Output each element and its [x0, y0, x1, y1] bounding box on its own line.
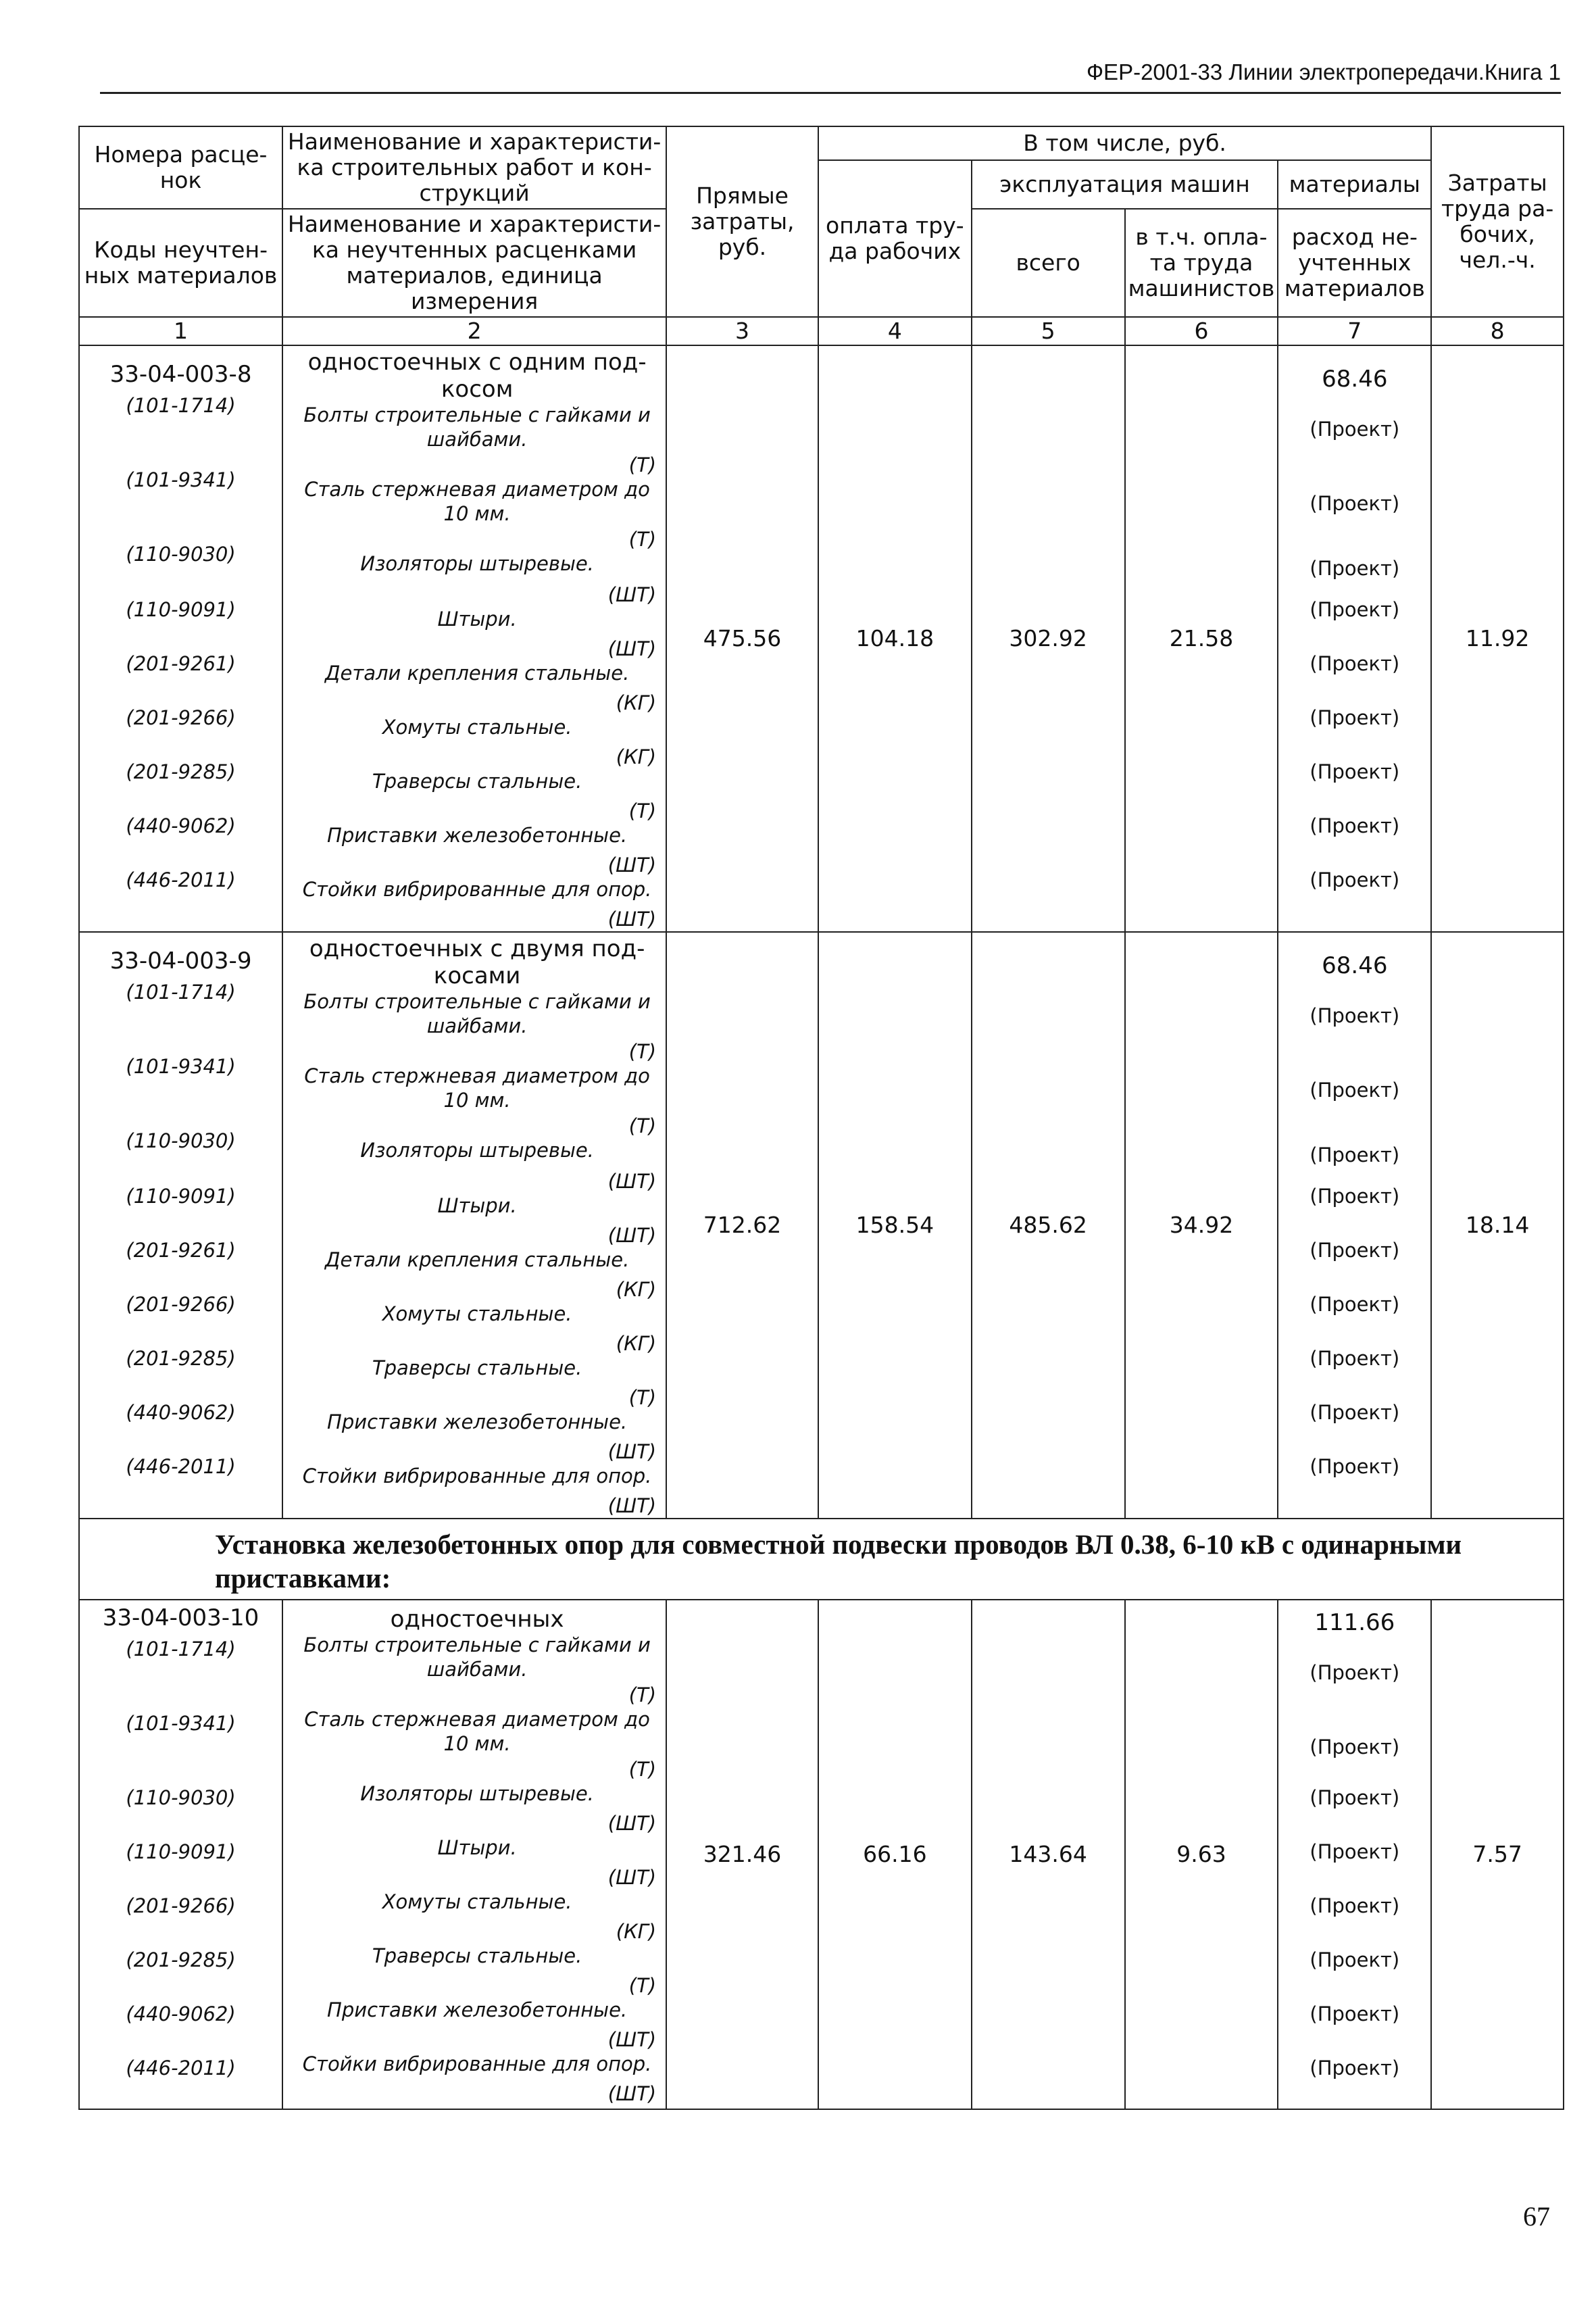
material-name: Детали крепления стальные.	[324, 662, 630, 685]
materials-group-header: материалы	[1278, 160, 1431, 209]
project-value: (Проект)	[1310, 760, 1400, 783]
material-unit: (Т)	[628, 1114, 657, 1137]
labor-hours-value: 11.92	[1431, 345, 1564, 932]
material-item	[283, 769, 666, 823]
col1-top-header: Номера расце-нок	[79, 126, 282, 209]
material-name: Штыри.	[437, 608, 517, 631]
machinists-pay-value: 21.58	[1125, 345, 1278, 932]
material-unit: (ШТ)	[607, 1494, 657, 1517]
material-code: (446-2011)	[126, 2057, 236, 2079]
material-item	[283, 1410, 666, 1464]
material-item	[283, 823, 666, 877]
material-unit: (Т)	[628, 453, 657, 476]
material-code: (110-9091)	[126, 598, 236, 621]
material-code: (440-9062)	[126, 2002, 236, 2025]
col1-bottom-header: Коды неучтен-ных материалов	[79, 209, 282, 317]
material-name: Траверсы стальные.	[372, 1944, 582, 1967]
material-code: (201-9261)	[126, 652, 236, 675]
document-header: ФЕР-2001-33 Линии электропередачи.Книга 1	[1086, 59, 1561, 84]
col4-header: оплата тру-да рабочих	[818, 160, 972, 317]
material-item	[283, 1464, 666, 1518]
material-code: (201-9285)	[126, 1948, 236, 1971]
material-unit: (КГ)	[616, 745, 657, 768]
material-unit: (ШТ)	[607, 1224, 657, 1247]
material-item	[283, 1633, 666, 1707]
material-item	[283, 403, 666, 477]
page-number: 67	[1523, 2201, 1550, 2232]
materials-value: 68.46	[1322, 366, 1388, 393]
materials-cell	[1278, 932, 1431, 1519]
project-value: (Проект)	[1310, 1347, 1400, 1370]
project-value: (Проект)	[1310, 1736, 1400, 1758]
material-name: Штыри.	[437, 1194, 517, 1217]
project-value: (Проект)	[1310, 1455, 1400, 1478]
col3-header: Прямые затраты, руб.	[666, 126, 818, 317]
material-name: Детали крепления стальные.	[324, 1248, 630, 1271]
project-value: (Проект)	[1310, 1079, 1400, 1102]
col-number: 2	[282, 317, 666, 345]
material-name: Приставки железобетонные.	[327, 1410, 628, 1433]
project-value: (Проект)	[1310, 418, 1400, 441]
material-name: Изоляторы штыревые.	[360, 1782, 594, 1805]
material-unit: (Т)	[628, 1040, 657, 1063]
material-item	[283, 551, 666, 607]
material-code: (201-9285)	[126, 760, 236, 783]
material-item	[283, 1138, 666, 1193]
material-unit: (Т)	[628, 1683, 657, 1706]
material-name: Изоляторы штыревые.	[360, 1139, 594, 1162]
header-rule	[100, 92, 1561, 94]
material-item	[283, 1193, 666, 1248]
including-group-header: В том числе, руб.	[818, 126, 1431, 160]
material-unit: (ШТ)	[607, 908, 657, 931]
project-value: (Проект)	[1310, 598, 1400, 621]
material-unit: (КГ)	[616, 1920, 657, 1943]
material-name: Траверсы стальные.	[372, 770, 582, 793]
material-unit: (ШТ)	[607, 2028, 657, 2051]
project-value: (Проект)	[1310, 814, 1400, 837]
rate-block-3	[79, 1600, 1564, 2109]
material-unit: (КГ)	[616, 691, 657, 714]
material-item	[283, 1781, 666, 1836]
project-value: (Проект)	[1310, 2057, 1400, 2079]
labor-hours-value: 18.14	[1431, 932, 1564, 1519]
materials-cell	[1278, 1600, 1431, 2109]
material-name: Хомуты стальные.	[382, 1302, 572, 1325]
col7-header: расход не-учтенных материалов	[1278, 209, 1431, 317]
material-unit: (ШТ)	[607, 1812, 657, 1835]
material-item	[283, 1064, 666, 1138]
material-code: (101-1714)	[126, 394, 236, 417]
rate-name: одностоечных с одним под-косом	[307, 349, 647, 403]
project-value: (Проект)	[1310, 1185, 1400, 1208]
direct-costs-value: 712.62	[666, 932, 818, 1519]
project-value: (Проект)	[1310, 1948, 1400, 1971]
material-item	[283, 715, 666, 769]
material-code: (446-2011)	[126, 868, 236, 891]
project-value: (Проект)	[1310, 868, 1400, 891]
material-name: Стойки вибрированные для опор.	[302, 2052, 652, 2075]
material-item	[283, 661, 666, 715]
material-unit: (ШТ)	[607, 1440, 657, 1463]
material-name: Сталь стержневая диаметром до 10 мм.	[304, 1708, 650, 1755]
material-code: (101-9341)	[126, 1055, 236, 1078]
section-title: Установка железобетонных опор для совместной подвески проводов ВЛ 0.38, 6-10 кВ с одинарными приставками:	[215, 1529, 1462, 1594]
material-code: (101-9341)	[126, 468, 236, 491]
direct-costs-value: 321.46	[666, 1600, 818, 2109]
material-code: (101-9341)	[126, 1712, 236, 1735]
code-cell	[79, 1600, 282, 2109]
rate-code: 33-04-003-8	[109, 361, 252, 388]
material-name: Приставки железобетонные.	[327, 1998, 628, 2021]
machinists-pay-value: 9.63	[1125, 1600, 1278, 2109]
project-value: (Проект)	[1310, 2002, 1400, 2025]
material-unit: (Т)	[628, 1386, 657, 1409]
material-item	[283, 607, 666, 661]
labor-hours-value: 7.57	[1431, 1600, 1564, 2109]
rate-code: 33-04-003-10	[102, 1604, 259, 1631]
material-name: Хомуты стальные.	[382, 716, 572, 739]
labor-pay-value: 104.18	[818, 345, 972, 932]
section-title-cell	[79, 1519, 1564, 1600]
material-name: Штыри.	[437, 1836, 517, 1859]
material-unit: (ШТ)	[607, 2082, 657, 2105]
rate-name: одностоечных	[390, 1606, 564, 1633]
material-code: (101-1714)	[126, 1638, 236, 1660]
labor-pay-value: 158.54	[818, 932, 972, 1519]
rate-block-1	[79, 345, 1564, 932]
project-value: (Проект)	[1310, 1894, 1400, 1917]
material-item	[283, 1944, 666, 1998]
materials-cell	[1278, 345, 1431, 932]
code-cell	[79, 932, 282, 1519]
project-value: (Проект)	[1310, 557, 1400, 580]
material-unit: (Т)	[628, 1974, 657, 1997]
name-cell	[282, 932, 666, 1519]
col-number: 4	[818, 317, 972, 345]
col2-top-header: Наименование и характеристи-ка строительных работ и кон-струкций	[282, 126, 666, 209]
col-number: 6	[1125, 317, 1278, 345]
material-unit: (ШТ)	[607, 583, 657, 606]
project-value: (Проект)	[1310, 1661, 1400, 1684]
material-code: (110-9091)	[126, 1185, 236, 1208]
material-unit: (Т)	[628, 1758, 657, 1781]
rate-block-2	[79, 932, 1564, 1519]
material-item	[283, 1707, 666, 1781]
material-unit: (ШТ)	[607, 1866, 657, 1889]
material-unit: (ШТ)	[607, 1170, 657, 1193]
material-code: (201-9285)	[126, 1347, 236, 1370]
material-name: Стойки вибрированные для опор.	[302, 878, 652, 901]
material-item	[283, 1248, 666, 1302]
project-value: (Проект)	[1310, 1293, 1400, 1316]
project-value: (Проект)	[1310, 1840, 1400, 1863]
material-item	[283, 1890, 666, 1944]
project-value: (Проект)	[1310, 1004, 1400, 1027]
material-item	[283, 477, 666, 551]
material-unit: (КГ)	[616, 1278, 657, 1301]
col-number: 7	[1278, 317, 1431, 345]
material-code: (110-9030)	[126, 1786, 236, 1809]
material-name: Траверсы стальные.	[372, 1356, 582, 1379]
material-code: (201-9261)	[126, 1239, 236, 1262]
material-unit: (Т)	[628, 528, 657, 551]
material-name: Хомуты стальные.	[382, 1890, 572, 1913]
material-unit: (ШТ)	[607, 637, 657, 660]
rate-name: одностоечных с двумя под-косами	[309, 935, 645, 989]
material-code: (201-9266)	[126, 706, 236, 729]
project-value: (Проект)	[1310, 1143, 1400, 1166]
machines-group-header: эксплуатация машин	[972, 160, 1278, 209]
col-number: 8	[1431, 317, 1564, 345]
material-item	[283, 2052, 666, 2106]
material-code: (110-9091)	[126, 1840, 236, 1863]
labor-pay-value: 66.16	[818, 1600, 972, 2109]
material-item	[283, 1836, 666, 1890]
material-name: Стойки вибрированные для опор.	[302, 1464, 652, 1487]
material-name: Изоляторы штыревые.	[360, 552, 594, 575]
material-name: Сталь стержневая диаметром до 10 мм.	[304, 478, 650, 525]
machinists-pay-value: 34.92	[1125, 932, 1278, 1519]
project-value: (Проект)	[1310, 1401, 1400, 1424]
material-code: (446-2011)	[126, 1455, 236, 1478]
material-name: Сталь стержневая диаметром до 10 мм.	[304, 1064, 650, 1112]
col6-header: в т.ч. опла-та труда машинистов	[1125, 209, 1278, 317]
material-item	[283, 989, 666, 1064]
project-value: (Проект)	[1310, 652, 1400, 675]
col5-header: всего	[972, 209, 1125, 317]
col-number: 3	[666, 317, 818, 345]
price-table	[78, 126, 1564, 2110]
material-unit: (ШТ)	[607, 854, 657, 877]
material-code: (201-9266)	[126, 1894, 236, 1917]
col-number: 5	[972, 317, 1125, 345]
direct-costs-value: 475.56	[666, 345, 818, 932]
machines-total-value: 302.92	[972, 345, 1125, 932]
material-item	[283, 877, 666, 931]
material-name: Болты строительные с гайками и шайбами.	[303, 403, 651, 451]
rate-code: 33-04-003-9	[109, 947, 252, 975]
material-code: (101-1714)	[126, 981, 236, 1004]
col8-header: Затраты труда ра-бочих, чел.-ч.	[1431, 126, 1564, 317]
materials-value: 111.66	[1314, 1609, 1395, 1636]
material-name: Болты строительные с гайками и шайбами.	[303, 1633, 651, 1681]
material-name: Приставки железобетонные.	[327, 824, 628, 847]
name-cell	[282, 345, 666, 932]
project-value: (Проект)	[1310, 706, 1400, 729]
machines-total-value: 143.64	[972, 1600, 1125, 2109]
project-value: (Проект)	[1310, 492, 1400, 515]
material-code: (201-9266)	[126, 1293, 236, 1316]
project-value: (Проект)	[1310, 1786, 1400, 1809]
machines-total-value: 485.62	[972, 932, 1125, 1519]
material-code: (110-9030)	[126, 543, 236, 566]
materials-value: 68.46	[1322, 952, 1388, 979]
material-code: (440-9062)	[126, 1401, 236, 1424]
name-cell	[282, 1600, 666, 2109]
col2-bottom-header: Наименование и характеристи-ка неучтенных расценками материалов, единица измерения	[282, 209, 666, 317]
project-value: (Проект)	[1310, 1239, 1400, 1262]
material-item	[283, 1302, 666, 1356]
material-name: Болты строительные с гайками и шайбами.	[303, 990, 651, 1037]
material-code: (110-9030)	[126, 1129, 236, 1152]
material-code: (440-9062)	[126, 814, 236, 837]
material-unit: (КГ)	[616, 1332, 657, 1355]
material-unit: (Т)	[628, 799, 657, 822]
material-item	[283, 1356, 666, 1410]
col-number: 1	[79, 317, 282, 345]
material-item	[283, 1998, 666, 2052]
code-cell	[79, 345, 282, 932]
